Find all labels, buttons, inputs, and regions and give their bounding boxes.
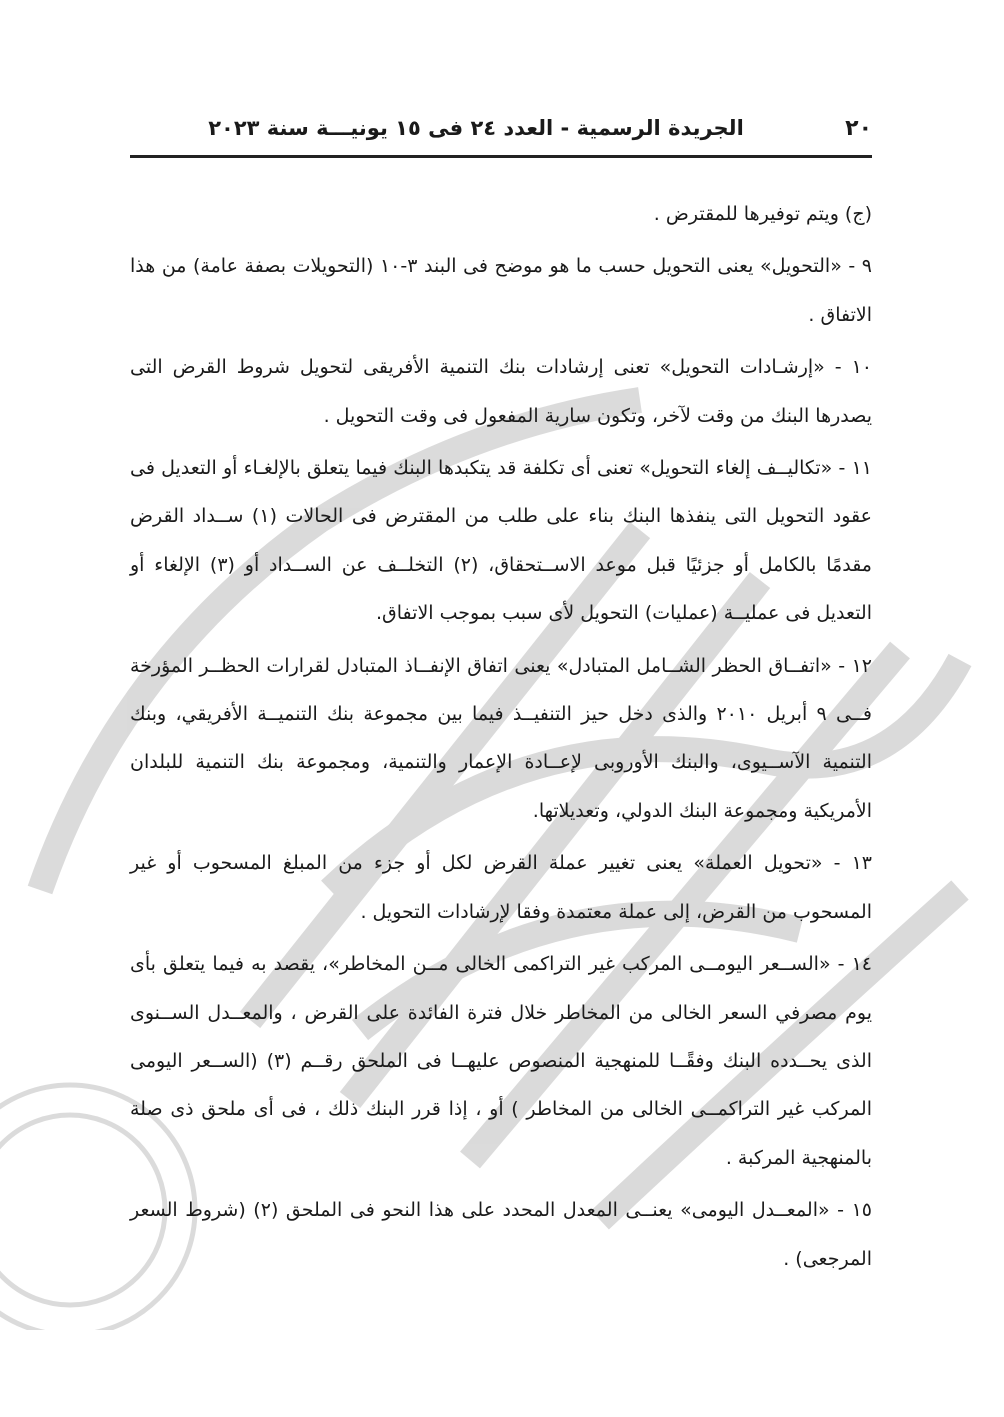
page-number: ٢٠ (845, 116, 872, 141)
gazette-title: الجريدة الرسمية - العدد ٢٤ فى ١٥ يونيـــة سنة ٢٠٢٣ (208, 116, 744, 140)
header-divider (130, 155, 872, 158)
paragraph-definition-10: ١٠ - «إرشـادات التحويل» تعنى إرشادات بنك التنمية الأفريقى لتحويل شروط القرض التى يصدرها البنك من وقت لآخر، وتكون سارية المفعول فى وقت التحويل . (130, 356, 872, 427)
paragraph-definition-14: ١٤ - «الســعر اليومــى المركب غير التراكمى الخالى مــن المخاطر»، يقصد به فيما يتعلق بأى يوم مصرفي السعر الخالى من المخاطر خلال فترة الفائدة على القرض ، والمعــدل الســنوى الذى يحــدده البنك وفقًــا للمنهجية المنصوص عليهــا فى الملحق رقــم (٣) (الســعر اليومى المركب غير التراكمــى الخالى من المخاطر ) أو ، إذا قرر البنك ذلك ، فى أى ملحق ذى صلة بالمنهجية المركبة . (130, 953, 872, 1169)
paragraph-item-c: (ج) ويتم توفيرها للمقترض . (653, 203, 872, 225)
document-body (130, 190, 872, 1283)
paragraph-definition-11: ١١ - «تكاليــف إلغاء التحويل» تعنى أى تكلفة قد يتكبدها البنك فيما يتعلق بالإلغـاء أو التعديل فى عقود التحويل التى ينفذها البنك بناء على طلب من المقترض فى الحالات (١) ســداد القرض مقدمًا بالكامل أو جزئيًا قبل موعد الاســتحقاق، (٢) التخلــف عن الســداد أو (٣) الإلغاء أو التعديل فى عمليــة (عمليات) التحويل لأى سبب بموجب الاتفاق. (130, 457, 873, 625)
paragraph-definition-13: ١٣ - «تحويل العملة» يعنى تغيير عملة القرض لكل أو جزء من المبلغ المسحوب أو غير المسحوب من القرض، إلى عملة معتمدة وفقا لإرشادات التحويل . (130, 852, 872, 923)
paragraph-definition-12: ١٢ - «اتفــاق الحظر الشــامل المتبادل» يعنى اتفاق الإنفــاذ المتبادل لقرارات الحظــر المؤرخة فــى ٩ أبريل ٢٠١٠ والذى دخل حيز التنفيــذ فيما بين مجموعة بنك التنميــة الأفريقي، وبنك التنمية الآســيوى، والبنك الأوروبى لإعــادة الإعمار والتنمية، ومجموعة بنك التنمية للبلدان الأمريكية ومجموعة البنك الدولي، وتعديلاتها. (130, 654, 872, 822)
page-header (130, 112, 872, 152)
paragraph-definition-9: ٩ - «التحويل» يعنى التحويل حسب ما هو موضح فى البند ٣-١٠ (التحويلات بصفة عامة) من هذا الاتفاق . (130, 255, 872, 326)
paragraph-definition-15: ١٥ - «المعــدل اليومى» يعنــى المعدل المحدد على هذا النحو فى الملحق (٢) (شروط السعر المرجعى) . (130, 1199, 872, 1270)
